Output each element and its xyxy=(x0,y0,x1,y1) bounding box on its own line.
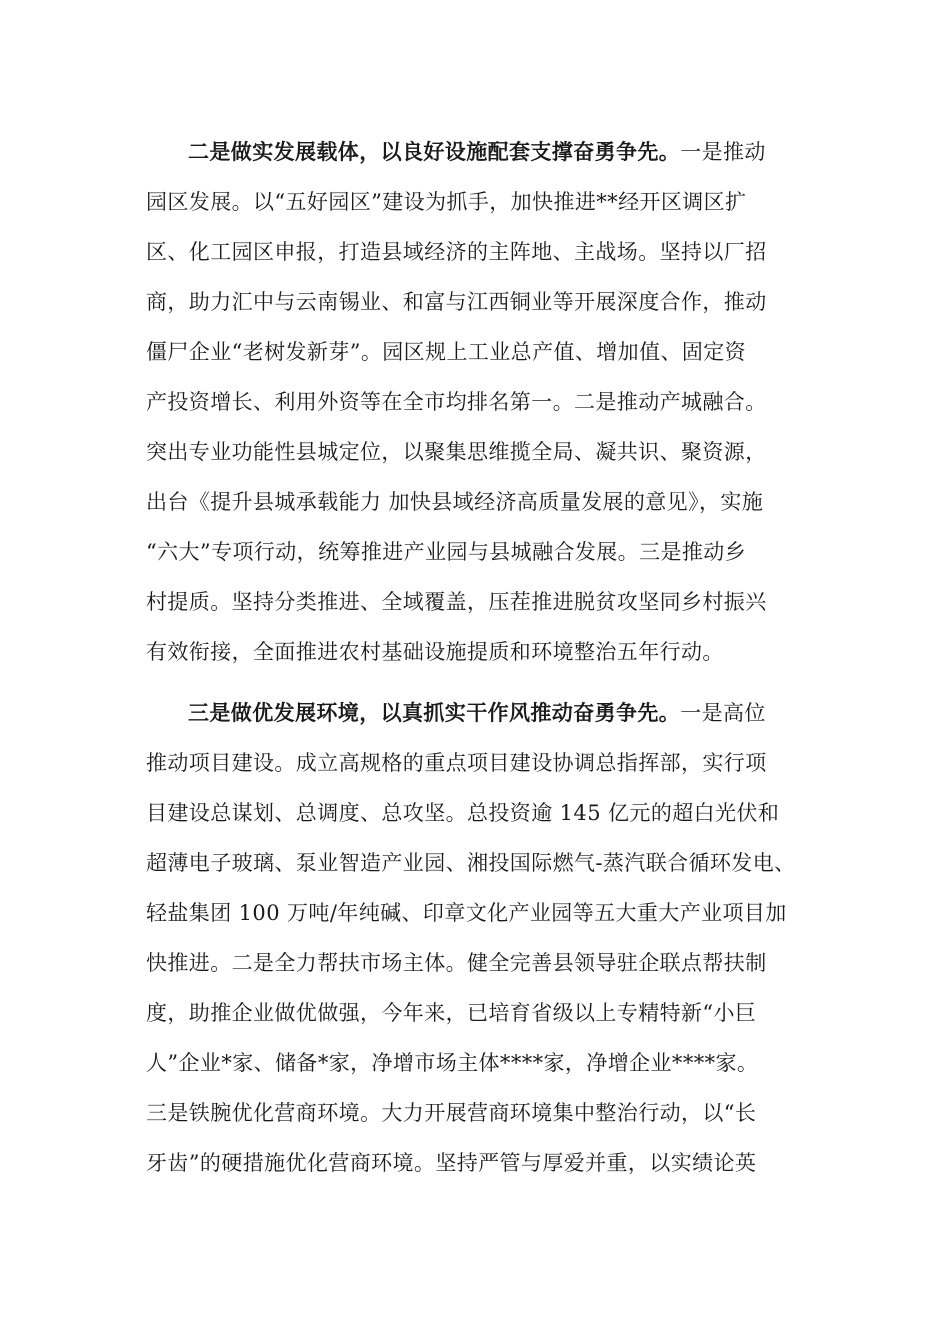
paragraph-2-line-1 xyxy=(188,688,766,738)
paragraph-2-line-10: 牙齿”的硬措施优化营商环境。坚持严管与厚爱并重，以实绩论英 xyxy=(146,1151,757,1175)
paragraph-2-line-3: 目建设总谋划、总调度、总攻坚。总投资逾 145 亿元的超白光伏和 xyxy=(146,801,780,825)
paragraph-1-line-5: 僵尸企业“老树发新芽”。园区规上工业总产值、增加值、固定资 xyxy=(146,340,747,364)
paragraph-1-line-10: 村提质。坚持分类推进、全域覆盖，压茬推进脱贫攻坚同乡村振兴 xyxy=(146,590,767,614)
paragraph-2-line-2: 推动项目建设。成立高规格的重点项目建设协调总指挥部，实行项 xyxy=(146,751,767,775)
paragraph-2-line-8: 人”企业*家、储备*家，净增市场主体****家，净增企业****家。 xyxy=(146,1051,759,1075)
paragraph-2-line-4: 超薄电子玻璃、泵业智造产业园、湘投国际燃气-蒸汽联合循环发电、 xyxy=(146,851,796,875)
paragraph-2-line-7: 度，助推企业做优做强，今年来，已培育省级以上专精特新“小巨 xyxy=(146,1001,757,1025)
paragraph-1-line-3: 区、化工园区申报，打造县域经济的主阵地、主战场。坚持以厂招 xyxy=(146,240,767,264)
paragraph-1-line-9: “六大”专项行动，统筹推进产业园与县城融合发展。三是推动乡 xyxy=(146,540,747,564)
paragraph-1-heading: 二是做实发展载体，以良好设施配套支撑奋勇争先。 xyxy=(188,139,681,164)
paragraph-2-line-6: 快推进。二是全力帮扶市场主体。健全完善县领导驻企联点帮扶制 xyxy=(146,951,767,975)
paragraph-2-first-tail: 一是高位 xyxy=(680,701,766,725)
paragraph-1-line-11: 有效衔接，全面推进农村基础设施提质和环境整治五年行动。 xyxy=(146,640,724,664)
paragraph-1-line-4: 商，助力汇中与云南锡业、和富与江西铜业等开展深度合作，推动 xyxy=(146,290,767,314)
paragraph-1-line-8: 出台《提升县城承载能力 加快县域经济高质量发展的意见》，实施 xyxy=(146,490,764,514)
paragraph-1-line-6: 产投资增长、利用外资等在全市均排名第一。二是推动产城融合。 xyxy=(146,390,767,414)
paragraph-1-first-tail: 一是推动 xyxy=(680,140,766,164)
paragraph-1-line-7: 突出专业功能性县城定位，以聚集思维揽全局、凝共识、聚资源， xyxy=(146,440,767,464)
paragraph-1-line-1 xyxy=(188,127,766,177)
paragraph-2-line-5: 轻盐集团 100 万吨/年纯碱、印章文化产业园等五大重大产业项目加 xyxy=(146,901,787,925)
paragraph-2-line-9: 三是铁腕优化营商环境。大力开展营商环境集中整治行动，以“长 xyxy=(146,1101,757,1125)
paragraph-2-heading: 三是做优发展环境，以真抓实干作风推动奋勇争先。 xyxy=(188,700,681,725)
paragraph-1-line-2: 园区发展。以“五好园区”建设为抓手，加快推进**经开区调区扩 xyxy=(146,190,747,214)
